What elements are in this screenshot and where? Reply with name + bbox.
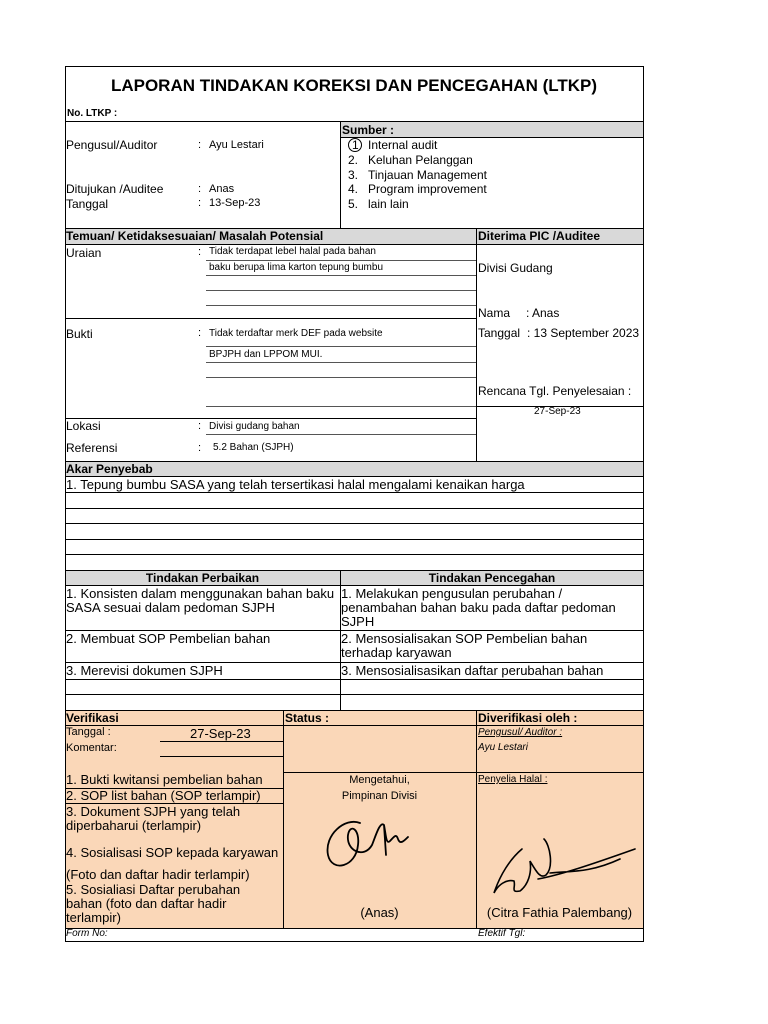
pencegahan-item: 1. Melakukan pengusulan perubahan / penambahan bahan baku pada daftar pedoman SJPH bbox=[341, 586, 616, 629]
rule bbox=[476, 228, 477, 461]
pic-divisi: Divisi Gudang bbox=[478, 261, 553, 275]
ver-item: 1. Bukti kwitansi pembelian bahan bbox=[66, 772, 263, 787]
pimpinan-text: Pimpinan Divisi bbox=[341, 790, 418, 802]
rule bbox=[206, 434, 476, 435]
rule bbox=[206, 305, 476, 306]
rencana-label: Rencana Tgl. Penyelesaian : bbox=[478, 384, 632, 398]
ditujukan-label: Ditujukan /Auditee bbox=[66, 182, 164, 196]
colon: : bbox=[198, 197, 202, 209]
pic-tanggal-label: Tanggal bbox=[478, 326, 521, 340]
ver-item: 3. Dokument SJPH yang telah diperbaharui (terlampir) bbox=[66, 804, 241, 833]
mengetahui-text: Mengetahui, bbox=[349, 774, 410, 786]
rule bbox=[206, 275, 476, 276]
pengusul-auditor-label: Pengusul/ Auditor : bbox=[478, 727, 563, 738]
ver-tanggal-label: Tanggal : bbox=[66, 726, 111, 738]
colon: : bbox=[198, 442, 202, 454]
sumber-item: Internal audit bbox=[368, 138, 438, 152]
rule bbox=[65, 318, 476, 319]
rule bbox=[65, 508, 643, 509]
tanggal-value: 13-Sep-23 bbox=[209, 197, 261, 209]
rule bbox=[65, 679, 643, 680]
signer-left: (Anas) bbox=[360, 905, 399, 920]
sumber-num: 4. bbox=[348, 182, 359, 196]
rule bbox=[206, 362, 476, 363]
penyelia-label: Penyelia Halal : bbox=[478, 774, 548, 785]
status-title: Status : bbox=[285, 711, 330, 725]
ver-item: 2. SOP list bahan (SOP terlampir) bbox=[66, 788, 261, 803]
komentar-label: Komentar: bbox=[66, 742, 117, 754]
referensi-label: Referensi bbox=[66, 441, 118, 455]
efektif-label: Efektif Tgl: bbox=[478, 928, 526, 939]
rule bbox=[65, 492, 643, 493]
rule bbox=[206, 260, 476, 261]
rencana-value: 27-Sep-23 bbox=[534, 406, 581, 417]
perbaikan-item: 3. Merevisi dokumen SJPH bbox=[66, 663, 223, 678]
colon: : bbox=[198, 246, 202, 258]
ver-item: 4. Sosialisasi SOP kepada karyawan bbox=[66, 845, 279, 860]
lokasi-value: Divisi gudang bahan bbox=[209, 421, 300, 432]
ver-item: (Foto dan daftar hadir terlampir) bbox=[66, 867, 250, 882]
form-no-label: Form No: bbox=[66, 928, 108, 939]
pencegahan-item: 2. Mensosialisakan SOP Pembelian bahan terhadap karyawan bbox=[341, 631, 588, 660]
page-title: LAPORAN TINDAKAN KOREKSI DAN PENCEGAHAN (LTKP) bbox=[110, 76, 598, 95]
pengusul-label: Pengusul/Auditor bbox=[66, 138, 158, 152]
pic-nama-value: : Anas bbox=[526, 306, 560, 320]
colon: : bbox=[198, 327, 202, 339]
sumber-item: Keluhan Pelanggan bbox=[368, 153, 473, 167]
rule bbox=[65, 523, 643, 524]
uraian-line: baku berupa lima karton tepung bumbu bbox=[209, 262, 384, 273]
sumber-item: Tinjauan Management bbox=[368, 168, 487, 182]
sumber-title: Sumber : bbox=[342, 123, 395, 137]
akar-item: 1. Tepung bumbu SASA yang telah tersertikasi halal mengalami kenaikan harga bbox=[66, 477, 525, 492]
uraian-line: Tidak terdapat lebel halal pada bahan bbox=[209, 246, 376, 257]
diverifikasi-title: Diverifikasi oleh : bbox=[478, 711, 578, 725]
rule bbox=[206, 290, 476, 291]
rule bbox=[206, 377, 476, 378]
ver-tanggal-value: 27-Sep-23 bbox=[190, 726, 251, 741]
sumber-item: Program improvement bbox=[368, 182, 487, 196]
rule bbox=[65, 539, 643, 540]
sumber-item: lain lain bbox=[368, 197, 409, 211]
pic-tanggal-value: : 13 September 2023 bbox=[527, 326, 640, 340]
rule bbox=[65, 928, 643, 929]
perbaikan-item: 2. Membuat SOP Pembelian bahan bbox=[66, 631, 271, 646]
ditujukan-value: Anas bbox=[209, 183, 235, 195]
perbaikan-item: 1. Konsisten dalam menggunakan bahan baku SASA sesuai dalam pedoman SJPH bbox=[66, 586, 335, 615]
sumber-num: 1 bbox=[352, 138, 359, 152]
rule bbox=[476, 772, 643, 773]
rule bbox=[206, 406, 476, 407]
signature-citra bbox=[480, 835, 642, 905]
pengusul-value: Ayu Lestari bbox=[209, 139, 264, 151]
rule bbox=[160, 741, 283, 742]
ver-item: 5. Sosialiasi Daftar perubahan bahan (foto dan daftar hadir terlampir) bbox=[66, 882, 241, 925]
colon: : bbox=[198, 139, 202, 151]
pencegahan-title: Tindakan Pencegahan bbox=[428, 571, 556, 585]
bukti-line: Tidak terdaftar merk DEF pada website bbox=[209, 328, 383, 339]
rule bbox=[283, 772, 476, 773]
sumber-num: 3. bbox=[348, 168, 359, 182]
akar-title: Akar Penyebab bbox=[66, 462, 153, 476]
rule bbox=[340, 121, 341, 228]
rule bbox=[160, 756, 283, 757]
pencegahan-item: 3. Mensosialisasikan daftar perubahan bahan bbox=[341, 663, 604, 678]
perbaikan-title: Tindakan Perbaikan bbox=[145, 571, 260, 585]
tanggal-label: Tanggal bbox=[66, 197, 109, 211]
uraian-label: Uraian bbox=[66, 246, 102, 260]
rule bbox=[206, 346, 476, 347]
rule bbox=[65, 554, 643, 555]
colon: : bbox=[198, 420, 202, 432]
sumber-num: 5. bbox=[348, 197, 359, 211]
signature-anas bbox=[320, 815, 440, 877]
lokasi-label: Lokasi bbox=[66, 419, 101, 433]
sumber-num: 2. bbox=[348, 153, 359, 167]
bukti-line: BPJPH dan LPPOM MUI. bbox=[209, 349, 323, 360]
verifikasi-title: Verifikasi bbox=[66, 711, 119, 725]
rule bbox=[65, 244, 643, 245]
bukti-label: Bukti bbox=[66, 327, 93, 341]
referensi-value: 5.2 Bahan (SJPH) bbox=[213, 442, 294, 453]
rule bbox=[65, 418, 476, 419]
pic-title: Diterima PIC /Auditee bbox=[478, 229, 601, 243]
rule bbox=[65, 725, 643, 726]
rule bbox=[65, 121, 643, 122]
temuan-title: Temuan/ Ketidaksesuaian/ Masalah Potensial bbox=[66, 229, 324, 243]
no-ltkp-label: No. LTKP : bbox=[67, 108, 118, 119]
rule bbox=[283, 710, 284, 928]
pengusul-auditor-name: Ayu Lestari bbox=[478, 742, 528, 753]
rule bbox=[65, 694, 643, 695]
rule bbox=[476, 710, 477, 928]
signer-right: (Citra Fathia Palembang) bbox=[486, 905, 633, 920]
pic-nama-label: Nama bbox=[478, 306, 511, 320]
colon: : bbox=[198, 183, 202, 195]
